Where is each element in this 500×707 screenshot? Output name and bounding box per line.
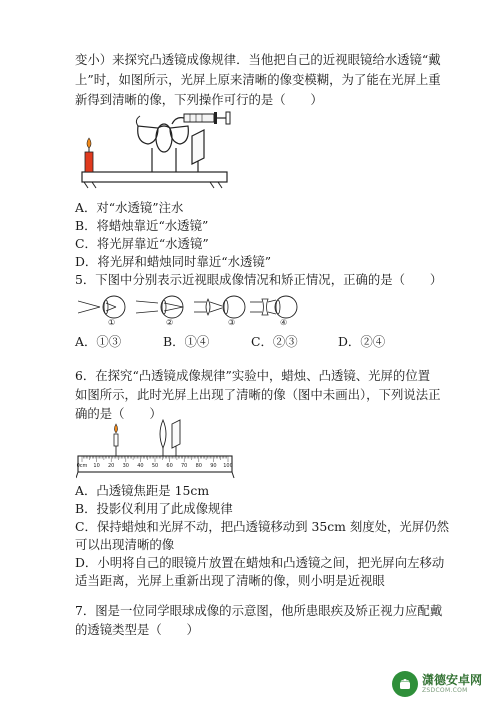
eye-label-3: ③ [228, 318, 236, 327]
android-logo-icon [392, 671, 418, 697]
q5-eye-diagrams [78, 294, 298, 320]
q6-option-b: B．投影仪利用了此成像规律 [75, 501, 233, 516]
ruler-label: 80 [195, 463, 202, 469]
q6-stem-line-2: 如图所示，此时光屏上出现了清晰的像（图中未画出），下列说法正 [75, 387, 441, 402]
eye-diagram-4 [250, 296, 297, 318]
q6-option-c-cont: 可以出现清晰的像 [75, 537, 175, 552]
candle-icon [85, 138, 93, 172]
q4-stem-line-1: 变小）来探究凸透镜成像规律．当他把自己的近视眼镜给水透镜“戴 [75, 52, 441, 67]
ruler-label: 0cm [76, 463, 88, 469]
q5-stem: 5．下图中分别表示近视眼成像情况和矫正情况，正确的是（ ） [75, 272, 443, 287]
q4-option-c: C．将光屏靠近“水透镜” [75, 236, 209, 251]
ruler-label: 70 [181, 463, 188, 469]
watermark-sub: ZSDCOM.COM [422, 687, 468, 694]
eye-label-1: ① [108, 318, 116, 327]
light-screen [192, 130, 204, 172]
convex-lens-icon [160, 420, 166, 456]
q6-bench-svg [76, 416, 236, 480]
q5-option-a: A．①③ [75, 334, 122, 349]
q7-stem-line-1: 7．图是一位同学眼球成像的示意图，他所患眼疾及矫正视力应配戴 [75, 603, 443, 618]
q6-option-c: C．保持蜡烛和光屏不动，把凸透镜移动到 35cm 刻度处，光屏仍然 [75, 519, 449, 534]
q6-optical-bench-figure [76, 416, 236, 480]
eye-diagram-2 [136, 296, 183, 318]
ruler-ticks [82, 456, 228, 462]
q5-option-d: D．②④ [338, 334, 386, 349]
ruler-label: 60 [166, 463, 173, 469]
q6-option-d: D．小明将自己的眼镜片放置在蜡烛和凸透镜之间，把光屏向左移动 [75, 555, 445, 570]
q6-stem-line-1: 6．在探究“凸透镜成像规律”实验中，蜡烛、凸透镜、光屏的位置 [75, 368, 431, 383]
syringe-icon [172, 112, 230, 124]
site-watermark [392, 669, 492, 699]
ruler-label: 90 [210, 463, 217, 469]
light-screen [172, 420, 180, 456]
q4-option-d: D．将光屏和蜡烛同时靠近“水透镜” [75, 254, 272, 269]
glasses-icon [136, 116, 188, 144]
q5-option-b: B．①④ [163, 334, 210, 349]
q4-option-a: A．对“水透镜”注水 [75, 200, 184, 215]
eye-diagram-1 [78, 296, 125, 318]
optical-bench [82, 172, 227, 182]
candle-icon [114, 424, 118, 456]
q7-stem-line-2: 的透镜类型是（ ） [75, 622, 199, 637]
q6-option-d-cont: 适当距离，光屏上重新出现了清晰的像，则小明是近视眼 [75, 573, 385, 588]
ruler-label: 20 [108, 463, 115, 469]
eye-label-2: ② [166, 318, 174, 327]
q6-option-a: A．凸透镜焦距是 15cm [75, 483, 210, 498]
watermark-name: 潇德安卓网 [422, 673, 483, 687]
q4-water-lens-figure [80, 108, 240, 193]
ruler-label: 10 [93, 463, 100, 469]
eye-diagram-3 [194, 296, 245, 318]
q6-stem-line-3: 确的是（ ） [75, 406, 162, 421]
q4-stem-line-2: 上”时，如图所示，光屏上原来清晰的像变模糊，为了能在光屏上重 [75, 72, 441, 87]
ruler-label: 40 [137, 463, 144, 469]
ruler-label: 100 [223, 463, 233, 469]
q5-option-c: C．②③ [251, 334, 298, 349]
q4-stem-line-3: 新得到清晰的像，下列操作可行的是（ ） [75, 92, 323, 107]
eye-label-4: ④ [280, 318, 288, 327]
ruler-label: 50 [151, 463, 159, 469]
ruler-label: 30 [122, 463, 129, 469]
q4-option-b: B．将蜡烛靠近“水透镜” [75, 218, 209, 233]
q5-eye-figures [78, 294, 298, 330]
